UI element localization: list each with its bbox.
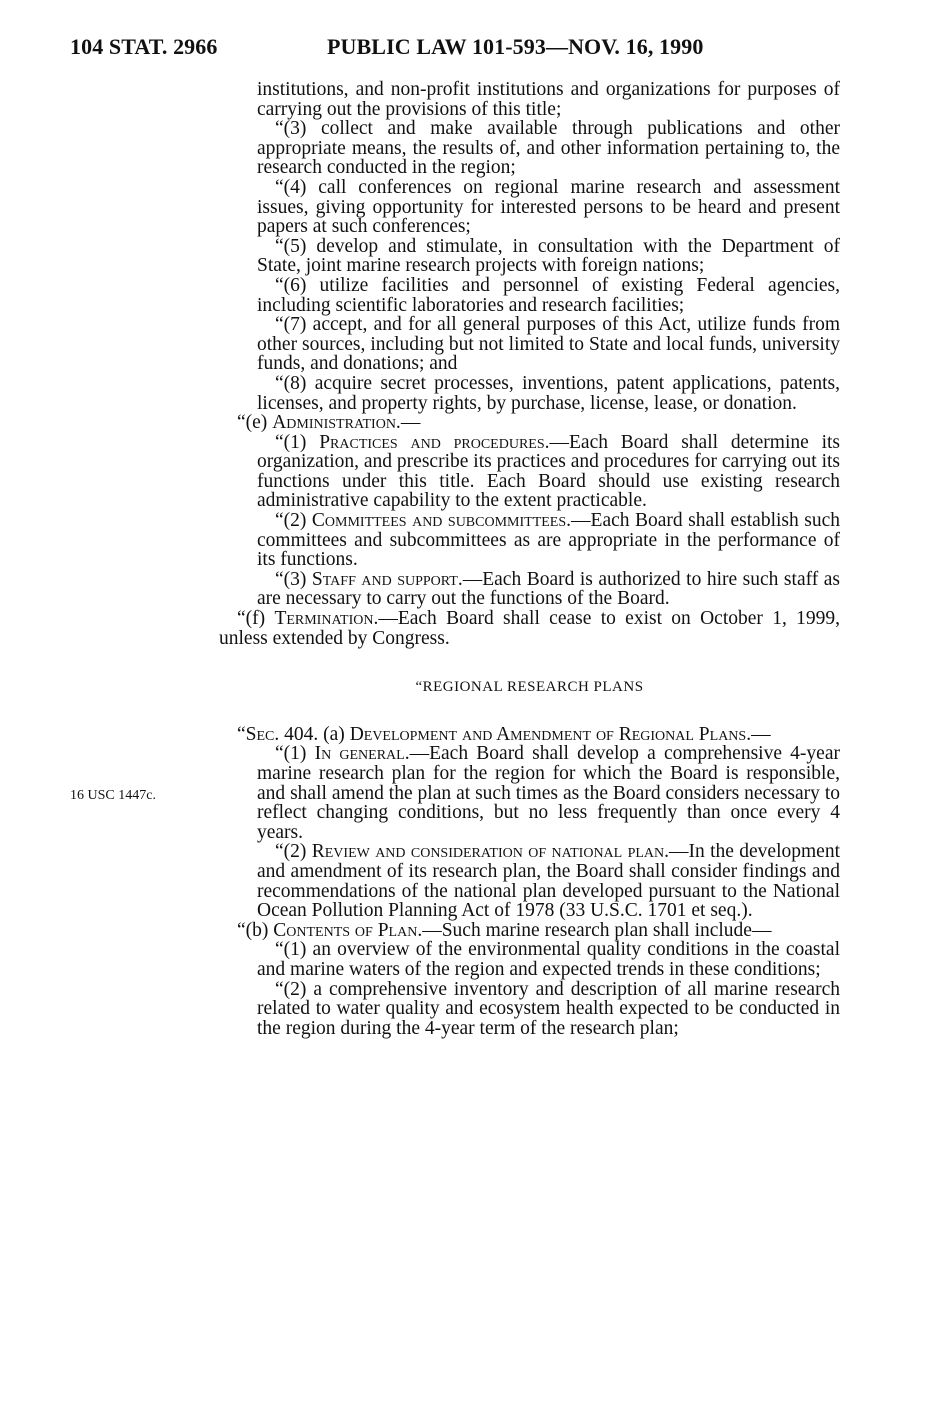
paragraph-b2: “(2) a comprehensive inventory and description of all marine research related to water quality and ecosystem health expected to be conducted in the region during the 4-year term of the research plan; — [257, 978, 840, 1039]
section-heading: “REGIONAL RESEARCH PLANS — [415, 679, 644, 696]
margin-citation: 16 USC 1447c. — [70, 788, 156, 803]
paragraph-a1: “(1) In general.—Each Board shall develop a comprehensive 4-year marine research plan for the region for which the Board is responsible, and shall amend the plan at such times as the Board considers necessary to reflect changing conditions, but no less frequently than once every 4 years. — [257, 743, 840, 843]
paragraph-d7: “(7) accept, and for all general purposes of this Act, utilize funds from other sources, including but not limited to State and local funds, university funds, and donations; and — [257, 314, 840, 375]
paragraph-b1: “(1) an overview of the environmental quality conditions in the coastal and marine waters of the region and expected trends in these conditions; — [257, 939, 840, 980]
paragraph-a2: “(2) Review and consideration of national plan.—In the development and amendment of its research plan, the Board shall consider findings and recommendations of the national plan developed pursuant to the National Ocean Pollution Planning Act of 1978 (33 U.S.C. 1701 et seq.). — [257, 841, 840, 922]
paragraph-d3: “(3) collect and make available through publications and other appropriate means, the results of, and other information pertaining to, the research conducted in the region; — [257, 118, 840, 179]
document-body — [219, 80, 840, 1038]
page-stat-number: 104 STAT. 2966 — [70, 34, 218, 59]
heading-b-contents: “(b) Contents of Plan.—Such marine research plan shall include— — [237, 919, 772, 941]
paragraph-d6: “(6) utilize facilities and personnel of existing Federal agencies, including scientific laboratories and research facilities; — [257, 274, 840, 316]
page-running-title: PUBLIC LAW 101-593—NOV. 16, 1990 — [327, 34, 704, 59]
paragraph-d5: “(5) develop and stimulate, in consultation with the Department of State, joint marine research projects with foreign nations; — [257, 235, 840, 277]
paragraph-e3: “(3) Staff and support.—Each Board is authorized to hire such staff as are necessary to carry out the functions of the Board. — [257, 568, 840, 610]
paragraph-d4: “(4) call conferences on regional marine research and assessment issues, giving opportunity for interested persons to be heard and present papers at such conferences; — [257, 176, 840, 238]
paragraph-f-termination: “(f) Termination.—Each Board shall cease to exist on October 1, 1999, unless extended by Congress. — [219, 608, 840, 649]
paragraph-e1: “(1) Practices and procedures.—Each Board shall determine its organization, and prescribe its practices and procedures for carrying out its functions under this title. Each Board should use existing research administrative capability to the extent practicable. — [257, 431, 841, 512]
paragraph-continued: institutions, and non-profit institutions and organizations for purposes of carrying out the provisions of this title; — [257, 79, 840, 120]
paragraph-e2: “(2) Committees and subcommittees.—Each Board shall establish such committees and subcommittees as are appropriate in the performance of its functions. — [257, 510, 840, 571]
section-404-heading: “Sec. 404. (a) Development and Amendment of Regional Plans.— — [237, 723, 771, 745]
heading-e-administration: “(e) Administration.— — [237, 412, 421, 434]
paragraph-d8: “(8) acquire secret processes, inventions, patent applications, patents, licenses, and property rights, by purchase, license, lease, or donation. — [257, 372, 840, 414]
